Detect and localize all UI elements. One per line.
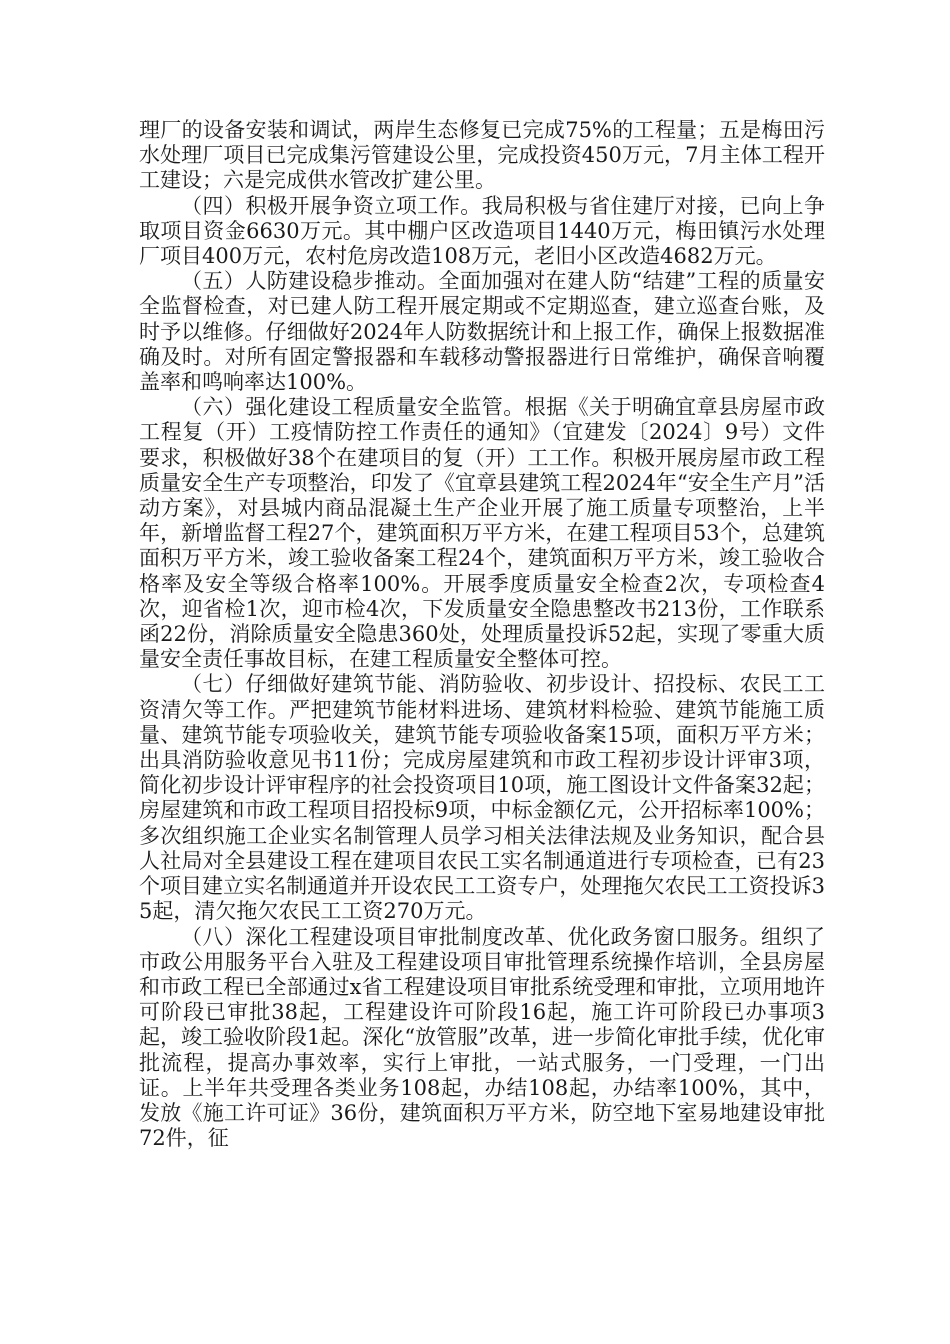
paragraph-section-6: （六）强化建设工程质量安全监管。根据《关于明确宜章县房屋市政工程复（开）工疫情防控工作责任的通知》（宜建发〔2024〕9号）文件要求，积极做好38个在建项目的复（开）工工作。积极开展房屋市政工程质量安全生产专项整治，印发了《宜章县建筑工程2024年“安全生产月”活动方案》，对县城内商品混凝土生产企业开展了施工质量专项整治，上半年，新增监督工程27个，建筑面积万平方米，在建工程项目53个，总建筑面积万平方米，竣工验收备案工程24个，建筑面积万平方米，竣工验收合格率及安全等级合格率100%。开展季度质量安全检查2次，专项检查4次，迎省检1次，迎市检4次，下发质量安全隐患整改书213份，工作联系函22份，消除质量安全隐患360处，处理质量投诉52起，实现了零重大质量安全责任事故目标，在建工程质量安全整体可控。 <box>139 395 825 672</box>
paragraph-section-7: （七）仔细做好建筑节能、消防验收、初步设计、招投标、农民工工资清欠等工作。严把建筑节能材料进场、建筑材料检验、建筑节能施工质量、建筑节能专项验收关，建筑节能专项验收备案15项，面积万平方米；出具消防验收意见书11份；完成房屋建筑和市政工程初步设计评审3项，简化初步设计评审程序的社会投资项目10项，施工图设计文件备案32起；房屋建筑和市政工程项目招投标9项，中标金额亿元，公开招标率100%；多次组织施工企业实名制管理人员学习相关法律法规及业务知识，配合县人社局对全县建设工程在建项目农民工实名制通道进行专项检查，已有23个项目建立实名制通道并开设农民工工资专户，处理拖欠农民工工资投诉35起，清欠拖欠农民工工资270万元。 <box>139 672 825 924</box>
paragraph-section-4: （四）积极开展争资立项工作。我局积极与省住建厅对接，已向上争取项目资金6630万元。其中棚户区改造项目1440万元，梅田镇污水处理厂项目400万元，农村危房改造108万元，老旧小区改造4682万元。 <box>139 193 825 269</box>
paragraph-section-8: （八）深化工程建设项目审批制度改革、优化政务窗口服务。组织了市政公用服务平台入驻及工程建设项目审批管理系统操作培训，全县房屋和市政工程已全部通过x省工程建设项目审批系统受理和审批，立项用地许可阶段已审批38起，工程建设许可阶段16起，施工许可阶段已办事项3起，竣工验收阶段1起。深化“放管服”改革，进一步简化审批手续，优化审批流程，提高办事效率，实行上审批，一站式服务，一门受理，一门出证。上半年共受理各类业务108起，办结108起，办结率100%，其中，发放《施工许可证》36份，建筑面积万平方米，防空地下室易地建设审批72件，征 <box>139 924 825 1151</box>
paragraph-continuation: 理厂的设备安装和调试，两岸生态修复已完成75%的工程量；五是梅田污水处理厂项目已完成集污管建设公里，完成投资450万元，7月主体工程开工建设；六是完成供水管改扩建公里。 <box>139 118 825 193</box>
document-body <box>139 118 825 1151</box>
paragraph-section-5: （五）人防建设稳步推动。全面加强对在建人防“结建”工程的质量安全监督检查，对已建人防工程开展定期或不定期巡查，建立巡查台账，及时予以维修。仔细做好2024年人防数据统计和上报工作，确保上报数据准确及时。对所有固定警报器和车载移动警报器进行日常维护，确保音响覆盖率和鸣响率达100%。 <box>139 269 825 395</box>
